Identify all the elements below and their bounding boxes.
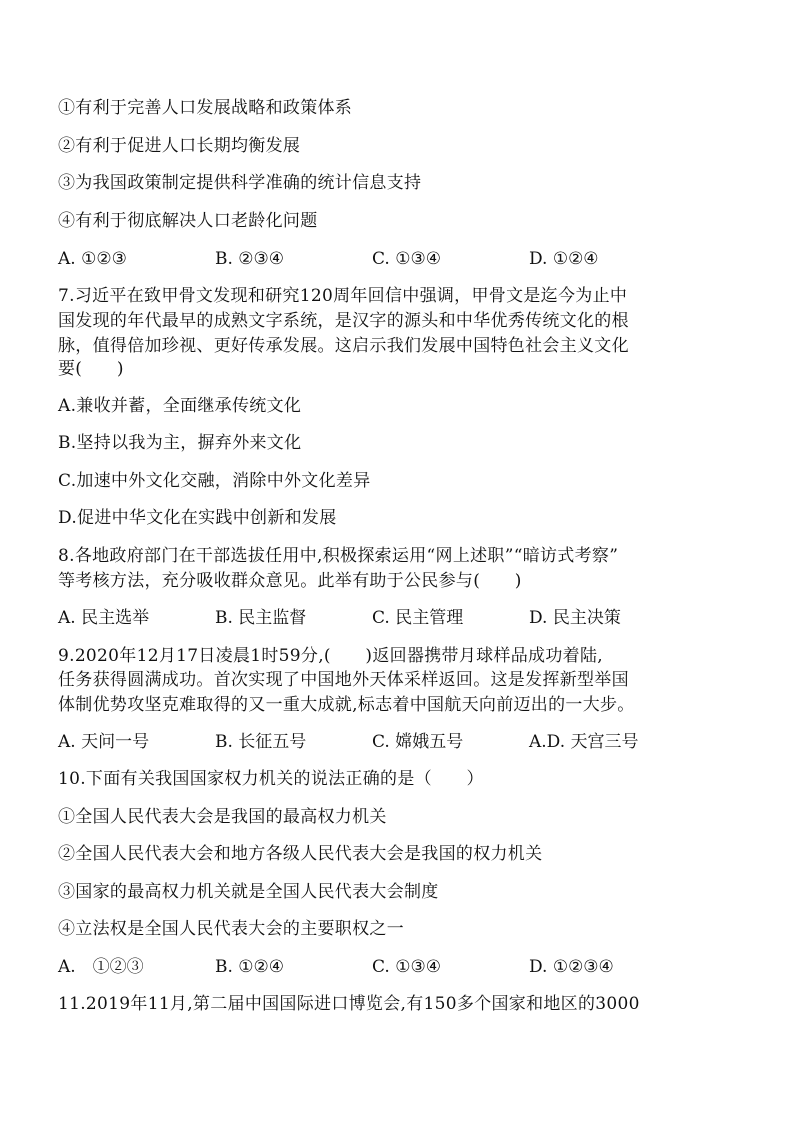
q6-statement-4: ④有利于彻底解决人口老龄化问题 — [58, 211, 318, 231]
q8-option-d: D. 民主决策 — [529, 608, 621, 628]
q10-stem: 10.下面有关我国国家权力机关的说法正确的是（ ） — [58, 769, 484, 789]
q7-option-c: C.加速中外文化交融，消除中外文化差异 — [58, 471, 371, 491]
q7-stem-line-3: 脉，值得倍加珍视、更好传承发展。这启示我们发展中国特色社会主义文化 — [58, 336, 629, 356]
q10-statement-4: ④立法权是全国人民代表大会的主要职权之一 — [58, 919, 404, 939]
q6-statement-1: ①有利于完善人口发展战略和政策体系 — [58, 98, 353, 118]
q7-stem-line-4: 要( ) — [58, 359, 124, 379]
q9-option-c: C. 嫦娥五号 — [372, 732, 464, 752]
q6-statement-3: ③为我国政策制定提供科学准确的统计信息支持 — [58, 173, 422, 193]
q9-option-b: B. 长征五号 — [215, 732, 307, 752]
q6-option-c: C. ①③④ — [372, 249, 441, 269]
q10-statement-3: ③国家的最高权力机关就是全国人民代表大会制度 — [58, 882, 439, 902]
q9-option-d: A.D. 天宫三号 — [529, 732, 639, 752]
q10-statement-2: ②全国人民代表大会和地方各级人民代表大会是我国的权力机关 — [58, 844, 543, 864]
q10-option-a: A. ①②③ — [58, 957, 144, 977]
q9-option-a: A. 天问一号 — [58, 732, 150, 752]
q9-stem-line-2: 任务获得圆满成功。首次实现了中国地外天体采样返回。这是发挥新型举国 — [58, 670, 629, 690]
q8-stem-line-1: 8.各地政府部门在干部选拔任用中,积极探索运用“网上述职”“暗访式考察” — [58, 546, 619, 566]
q6-option-b: B. ②③④ — [215, 249, 285, 269]
q10-option-c: C. ①③④ — [372, 957, 441, 977]
q7-option-d: D.促进中华文化在实践中创新和发展 — [58, 508, 337, 528]
q7-stem-line-1: 7.习近平在致甲骨文发现和研究120周年回信中强调，甲骨文是迄今为止中 — [58, 286, 628, 306]
q7-option-b: B.坚持以我为主，摒弃外来文化 — [58, 433, 302, 453]
q7-stem-line-2: 国发现的年代最早的成熟文字系统，是汉字的源头和中华优秀传统文化的根 — [58, 311, 629, 331]
q9-stem-line-3: 体制优势攻坚克难取得的又一重大成就,标志着中国航天向前迈出的一大步。 — [58, 695, 635, 715]
q6-option-a: A. ①②③ — [58, 249, 127, 269]
q8-option-c: C. 民主管理 — [372, 608, 464, 628]
q8-stem-line-2: 等考核方法，充分吸收群众意见。此举有助于公民参与( ) — [58, 571, 522, 591]
q8-option-a: A. 民主选举 — [58, 608, 150, 628]
q10-option-b: B. ①②④ — [215, 957, 285, 977]
q9-stem-line-1: 9.2020年12月17日凌晨1时59分,( )返回器携带月球样品成功着陆, — [58, 646, 603, 666]
q8-option-b: B. 民主监督 — [215, 608, 307, 628]
q6-statement-2: ②有利于促进人口长期均衡发展 — [58, 136, 301, 156]
q10-option-d: D. ①②③④ — [529, 957, 614, 977]
q10-statement-1: ①全国人民代表大会是我国的最高权力机关 — [58, 807, 387, 827]
q11-stem: 11.2019年11月,第二届中国国际进口博览会,有150多个国家和地区的3000 — [58, 994, 640, 1014]
q7-option-a: A.兼收并蓄，全面继承传统文化 — [58, 396, 302, 416]
q6-option-d: D. ①②④ — [529, 249, 599, 269]
